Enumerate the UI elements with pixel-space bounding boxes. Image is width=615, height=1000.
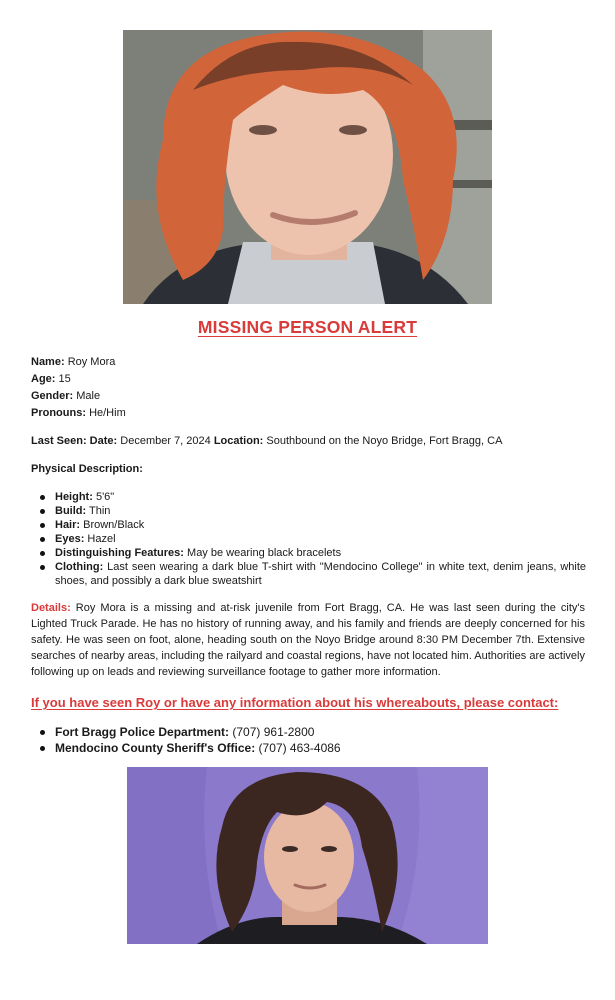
build-label: Build: xyxy=(55,505,87,517)
list-item xyxy=(31,518,586,532)
list-item xyxy=(31,724,341,740)
alert-title: MISSING PERSON ALERT xyxy=(197,317,418,337)
build-value: Thin xyxy=(89,505,111,517)
eyes-value: Hazel xyxy=(87,533,116,545)
name-value: Roy Mora xyxy=(67,356,116,368)
police-label: Fort Bragg Police Department: xyxy=(55,725,230,739)
age-field xyxy=(31,372,71,386)
gender-value: Male xyxy=(76,390,101,402)
location-value: Southbound on the Noyo Bridge, Fort Bragg, CA xyxy=(266,435,503,447)
details-text: Roy Mora is a missing and at-risk juvenile from Fort Bragg, CA. He was last seen during the city's Lighted Truck Parade. He has no history of running away, and his family and friends are deeply concerned for his safety. He was seen on foot, alone, heading south on the Noyo Bridge around 8:30 PM December 7th. Extensive searches of nearby areas, including the railyard and coastal regions, have not located him. Authorities are actively following up on leads and reviewing surveillance footage to gather more information. xyxy=(31,602,585,678)
list-item xyxy=(31,504,586,518)
details-label: Details: xyxy=(31,602,71,614)
list-item xyxy=(31,740,341,756)
features-label: Distinguishing Features: xyxy=(55,547,184,559)
pronouns-field xyxy=(31,406,126,420)
gender-field xyxy=(31,389,100,403)
eyes-label: Eyes: xyxy=(55,533,85,545)
top-portrait-photo xyxy=(123,30,492,304)
last-seen-date: December 7, 2024 xyxy=(120,435,211,447)
hair-label: Hair: xyxy=(55,519,81,531)
gender-label: Gender: xyxy=(31,390,74,402)
list-item xyxy=(31,560,586,588)
sheriff-label: Mendocino County Sheriff's Office: xyxy=(55,741,256,755)
name-field xyxy=(31,355,115,369)
height-label: Height: xyxy=(55,491,93,503)
physical-description-list xyxy=(31,490,586,588)
bottom-portrait-photo xyxy=(127,767,488,944)
last-seen-field xyxy=(31,434,502,448)
height-value: 5'6" xyxy=(95,491,115,503)
police-phone: (707) 961-2800 xyxy=(232,725,315,739)
name-label: Name: xyxy=(31,356,65,368)
contact-list xyxy=(31,724,341,756)
age-label: Age: xyxy=(31,373,56,385)
details-paragraph xyxy=(31,600,585,680)
list-item xyxy=(31,546,586,560)
portrait-photo-icon xyxy=(127,767,488,944)
clothing-label: Clothing: xyxy=(55,561,104,573)
list-item xyxy=(31,490,586,504)
pronouns-value: He/Him xyxy=(89,407,126,419)
features-value: May be wearing black bracelets xyxy=(187,547,342,559)
contact-heading: If you have seen Roy or have any information about his whereabouts, please contact: xyxy=(31,695,559,710)
physical-description-heading: Physical Description: xyxy=(31,463,143,475)
location-label: Location: xyxy=(213,435,264,447)
hair-value: Brown/Black xyxy=(83,519,145,531)
clothing-value: Last seen wearing a dark blue T-shirt with "Mendocino College" in white text, denim jeans, white shoes, and possibly a dark blue sweatshirt xyxy=(55,561,586,587)
last-seen-label: Last Seen: Date: xyxy=(31,435,118,447)
portrait-photo-icon xyxy=(123,30,492,304)
sheriff-phone: (707) 463-4086 xyxy=(258,741,341,755)
pronouns-label: Pronouns: xyxy=(31,407,86,419)
list-item xyxy=(31,532,586,546)
age-value: 15 xyxy=(58,373,71,385)
